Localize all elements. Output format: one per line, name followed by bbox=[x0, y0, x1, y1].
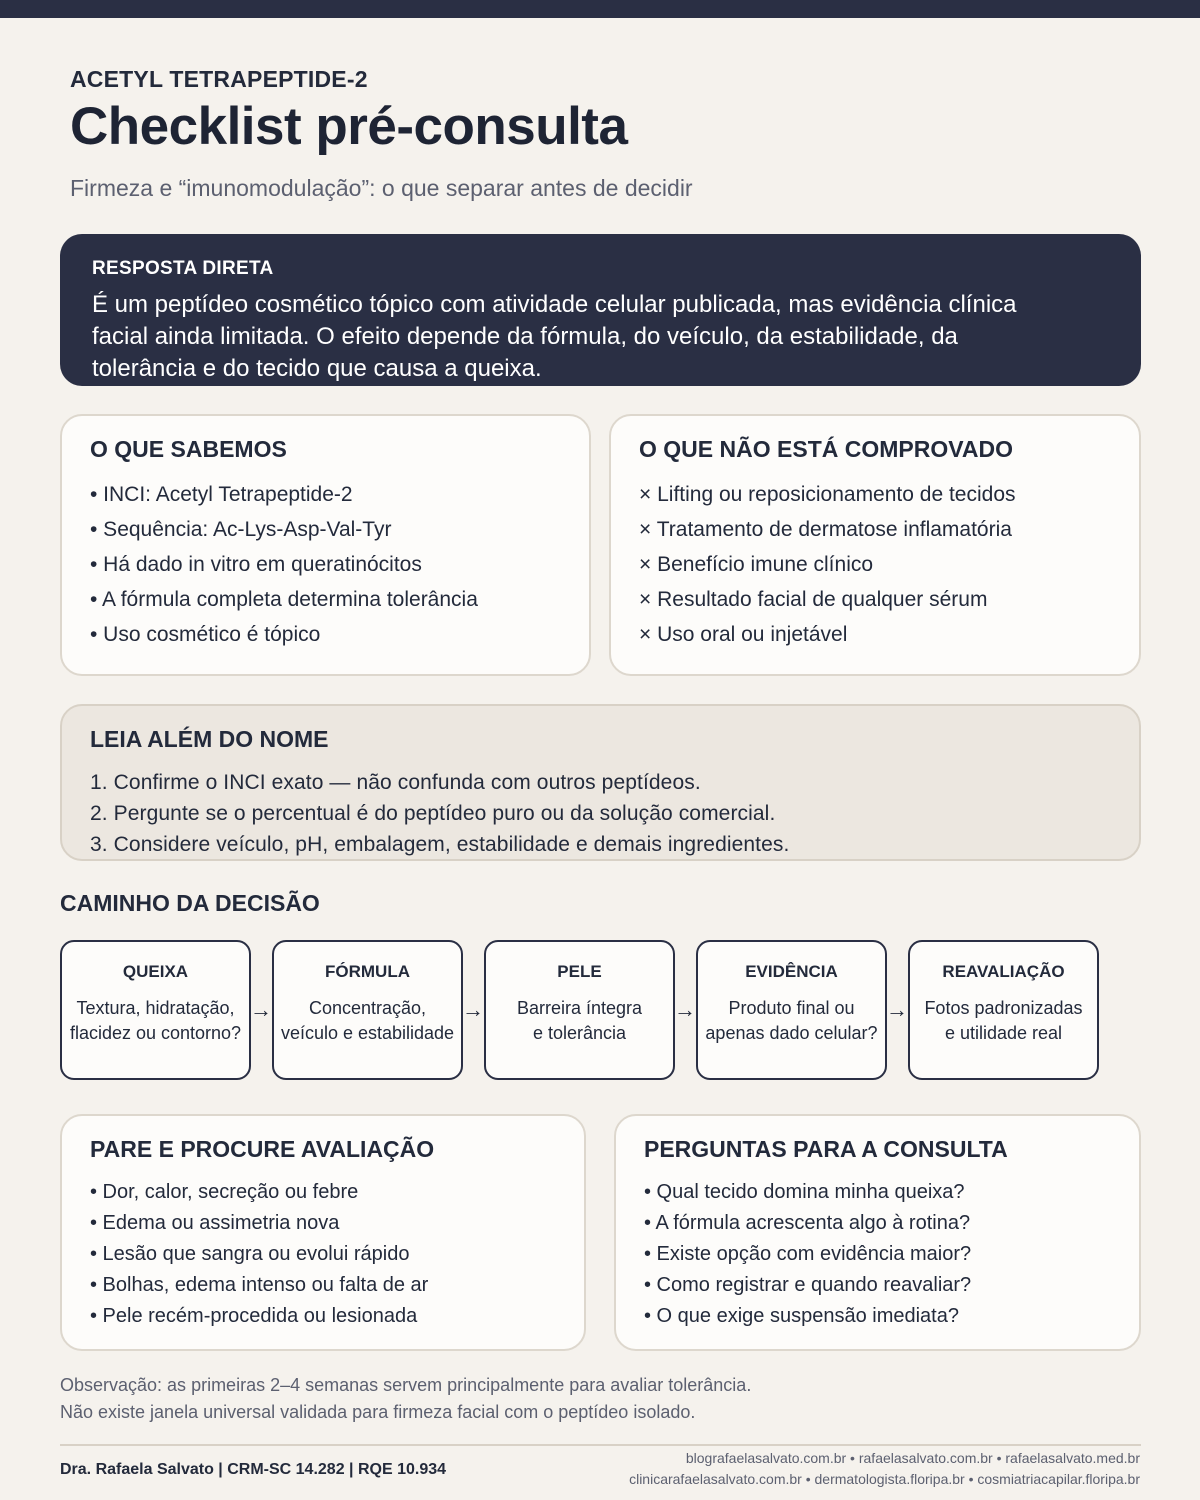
footer-links bbox=[629, 1448, 1140, 1490]
step-line: apenas dado celular? bbox=[705, 1023, 878, 1043]
decision-step-complaint bbox=[60, 940, 251, 1080]
consultation-questions-card bbox=[614, 1114, 1141, 1351]
step-line: Textura, hidratação, bbox=[76, 998, 235, 1018]
list-item: • INCI: Acetyl Tetrapeptide-2 bbox=[90, 483, 353, 506]
list-item: • Pele recém-procedida ou lesionada bbox=[90, 1305, 418, 1327]
step-line: Barreira íntegra bbox=[516, 998, 643, 1018]
list-item: × Uso oral ou injetável bbox=[639, 623, 848, 646]
list-item: • A fórmula acrescenta algo à rotina? bbox=[644, 1212, 971, 1234]
list-item: × Resultado facial de qualquer sérum bbox=[639, 588, 988, 611]
note-line: Observação: as primeiras 2–4 semanas servem principalmente para avaliar tolerância. bbox=[60, 1375, 752, 1395]
step-line: flacidez ou contorno? bbox=[69, 1023, 242, 1043]
known-facts-card bbox=[60, 414, 591, 676]
decision-step-reassessment bbox=[908, 940, 1099, 1080]
page-subtitle: Firmeza e “imunomodulação”: o que separar antes de decidir bbox=[70, 175, 693, 201]
arrow-right-icon: → bbox=[462, 997, 484, 1022]
decision-step-evidence bbox=[696, 940, 887, 1080]
consultation-questions-title: PERGUNTAS PARA A CONSULTA bbox=[644, 1136, 1008, 1162]
list-item: • Sequência: Ac-Lys-Asp-Val-Tyr bbox=[90, 518, 392, 541]
read-beyond-name-box bbox=[60, 704, 1141, 861]
list-item: • Edema ou assimetria nova bbox=[90, 1212, 340, 1234]
list-item: 3. Considere veículo, pH, embalagem, estabilidade e demais ingredientes. bbox=[90, 833, 790, 856]
author-credit: Dra. Rafaela Salvato | CRM-SC 14.282 | RQE 10.934 bbox=[60, 1461, 447, 1478]
footer-links-line: blografaelasalvato.com.br • rafaelasalvato.com.br • rafaelasalvato.med.br bbox=[685, 1450, 1140, 1466]
warning-signs-title: PARE E PROCURE AVALIAÇÃO bbox=[90, 1136, 435, 1162]
arrow-right-icon: → bbox=[250, 997, 272, 1022]
decision-step-formula bbox=[272, 940, 463, 1080]
arrow-right-icon: → bbox=[886, 997, 908, 1022]
step-title: PELE bbox=[557, 962, 602, 981]
step-description bbox=[910, 996, 1097, 1046]
step-title: QUEIXA bbox=[122, 962, 189, 981]
footer-divider bbox=[60, 1444, 1141, 1446]
direct-answer-box bbox=[60, 234, 1141, 386]
list-item: • Uso cosmético é tópico bbox=[90, 623, 321, 646]
list-item: • Há dado in vitro em queratinócitos bbox=[90, 553, 422, 576]
list-item: • Dor, calor, secreção ou febre bbox=[90, 1181, 359, 1203]
list-item: • Como registrar e quando reavaliar? bbox=[644, 1274, 972, 1296]
direct-answer-label: RESPOSTA DIRETA bbox=[92, 258, 274, 279]
step-description bbox=[62, 996, 249, 1046]
step-title: EVIDÊNCIA bbox=[745, 962, 838, 981]
decision-path-title: CAMINHO DA DECISÃO bbox=[60, 890, 320, 916]
step-line: veículo e estabilidade bbox=[280, 1023, 455, 1043]
unproven-claims-title: O QUE NÃO ESTÁ COMPROVADO bbox=[639, 436, 1013, 462]
read-beyond-name-title: LEIA ALÉM DO NOME bbox=[90, 726, 329, 752]
footer-links-line: clinicarafaelasalvato.com.br • dermatologista.floripa.br • cosmiatriacapilar.floripa.br bbox=[629, 1471, 1140, 1487]
step-line: Fotos padronizadas bbox=[924, 998, 1083, 1018]
list-item: • Qual tecido domina minha queixa? bbox=[644, 1181, 965, 1203]
warning-signs-card bbox=[60, 1114, 586, 1351]
decision-step-skin bbox=[484, 940, 675, 1080]
step-description bbox=[698, 996, 885, 1046]
list-item: 2. Pergunte se o percentual é do peptídeo puro ou da solução comercial. bbox=[90, 802, 776, 825]
known-facts-title: O QUE SABEMOS bbox=[90, 436, 287, 462]
list-item: • Lesão que sangra ou evolui rápido bbox=[90, 1243, 410, 1265]
page-title: Checklist pré-consulta bbox=[70, 97, 628, 156]
list-item: × Benefício imune clínico bbox=[639, 553, 874, 576]
note-line: Não existe janela universal validada para firmeza facial com o peptídeo isolado. bbox=[60, 1402, 696, 1422]
step-line: Produto final ou bbox=[728, 998, 855, 1018]
step-description bbox=[486, 996, 673, 1046]
arrow-right-icon: → bbox=[674, 997, 696, 1022]
list-item: × Lifting ou reposicionamento de tecidos bbox=[639, 483, 1016, 506]
step-title: REAVALIAÇÃO bbox=[942, 962, 1065, 981]
direct-answer-text: É um peptídeo cosmético tópico com atividade celular publicada, mas evidência clínica facial ainda limitada. O efeito depende da fórmula, do veículo, da estabilidade, da tolerância e do tecido que causa a queixa. bbox=[92, 291, 1017, 382]
step-line: Concentração, bbox=[308, 998, 427, 1018]
list-item: 1. Confirme o INCI exato — não confunda com outros peptídeos. bbox=[90, 771, 701, 794]
step-line: e tolerância bbox=[532, 1023, 627, 1043]
list-item: • A fórmula completa determina tolerância bbox=[90, 588, 478, 611]
step-line: e utilidade real bbox=[944, 1023, 1063, 1043]
unproven-claims-card bbox=[609, 414, 1141, 676]
list-item: • Existe opção com evidência maior? bbox=[644, 1243, 972, 1265]
eyebrow-label: ACETYL TETRAPEPTIDE-2 bbox=[70, 66, 368, 92]
step-description bbox=[274, 996, 461, 1046]
list-item: • O que exige suspensão imediata? bbox=[644, 1305, 959, 1327]
top-accent-bar bbox=[0, 0, 1200, 18]
list-item: × Tratamento de dermatose inflamatória bbox=[639, 518, 1012, 541]
list-item: • Bolhas, edema intenso ou falta de ar bbox=[90, 1274, 429, 1296]
step-title: FÓRMULA bbox=[325, 962, 410, 981]
observation-note bbox=[60, 1372, 751, 1426]
